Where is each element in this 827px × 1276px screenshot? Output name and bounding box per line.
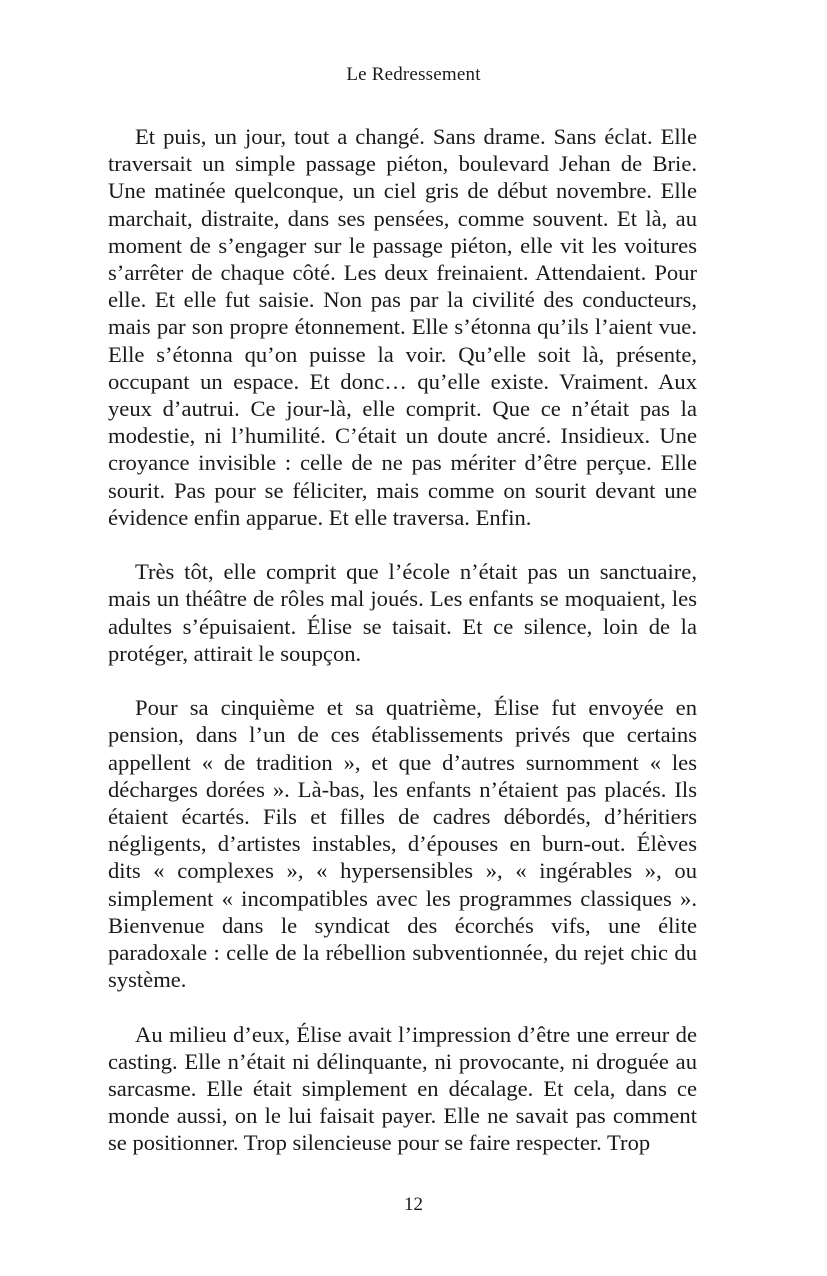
paragraph-casting: Au milieu d’eux, Élise avait l’impression d’être une erreur de casting. Elle n’était ni délinquante, ni provocante, ni droguée au sarcasme. Elle était simplement en décalage. Et cela, dans ce monde aussi, on le lui faisait payer. Elle ne savait pas comment se positionner. Trop silencieuse pour se faire respecter. Trop (108, 1021, 697, 1156)
paragraph-boarding: Pour sa cinquième et sa quatrième, Élise fut envoyée en pension, dans l’un de ces établissements privés que certains appellent « de tradition », et que d’autres surnomment « les décharges dorées ». Là-bas, les enfants n’étaient pas placés. Ils étaient écartés. Fils et filles de cadres débordés, d’héritiers négligents, d’artistes instables, d’épouses en burn-out. Élèves dits « complexes », « hypersensibles », « ingérables », ou simplement « incompatibles avec les programmes classiques ». Bienvenue dans le syndicat des écorchés vifs, une élite paradoxale : celle de la rébellion subventionnée, du rejet chic du système. (108, 695, 697, 993)
paragraph-school: Très tôt, elle comprit que l’école n’était pas un sanctuaire, mais un théâtre de rôles mal joués. Les enfants se moquaient, les adultes s’épuisaient. Élise se taisait. Et ce silence, loin de la protéger, attirait le soupçon. (108, 559, 697, 666)
paragraph-crosswalk: Et puis, un jour, tout a changé. Sans drame. Sans éclat. Elle traversait un simple passage piéton, boulevard Jehan de Brie. Une matinée quelconque, un ciel gris de début novembre. Elle marchait, distraite, dans ses pensées, comme souvent. Et là, au moment de s’engager sur le passage piéton, elle vit les voitures s’arrêter de chaque côté. Les deux freinaient. Attendaient. Pour elle. Et elle fut saisie. Non pas par la civilité des conducteurs, mais par son propre étonnement. Elle s’étonna qu’ils l’aient vue. Elle s’étonna qu’on puisse la voir. Qu’elle soit là, présente, occupant un espace. Et donc… qu’elle existe. Vraiment. Aux yeux d’autrui. Ce jour-là, elle comprit. Que ce n’était pas la modestie, ni l’humilité. C’était un doute ancré. Insidieux. Une croyance invisible : celle de ne pas mériter d’être perçue. Elle sourit. Pas pour se féliciter, mais comme on sourit devant une évidence enfin apparue. Et elle traversa. Enfin. (108, 124, 697, 530)
page-number: 12 (404, 1194, 423, 1215)
running-header-title: Le Redressement (346, 64, 481, 85)
body-text (108, 123, 697, 1184)
